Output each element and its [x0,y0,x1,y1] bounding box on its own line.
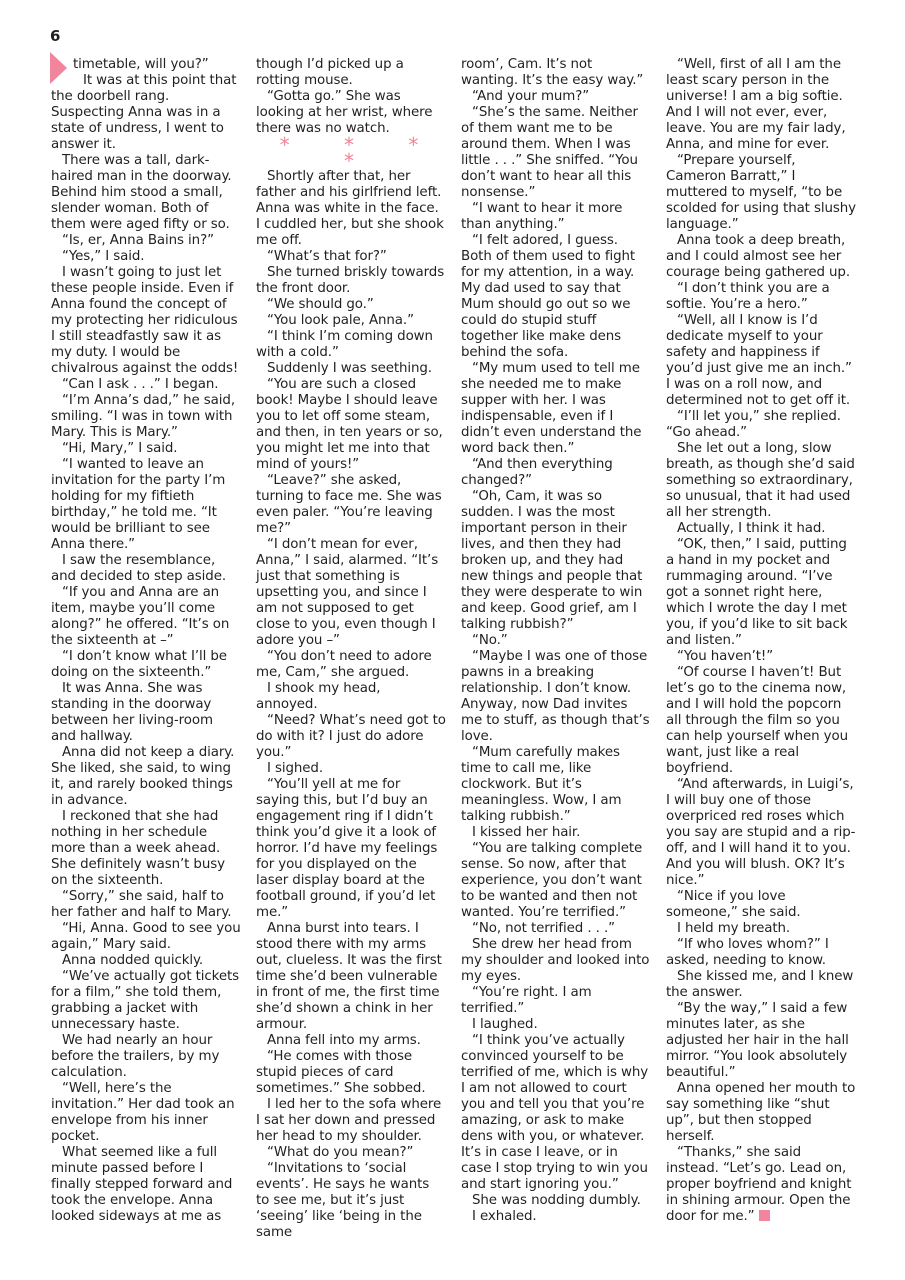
paragraph: “Of course I haven’t! But let’s go to the cinema now, and I will hold the popcorn all through the film so you can help yourself when you want, just like a real boyfriend. [666,665,848,776]
paragraph: “What do you mean?” [267,1145,414,1160]
paragraph: I wasn’t going to just let these people inside. Even if Anna found the concept of my protecting her ridiculous I still steadfastly saw it as my duty. I would be chivalrous against the odds! [51,265,239,376]
paragraph: “I’m Anna’s dad,” he said, smiling. “I was in town with Mary. This is Mary.” [51,393,235,440]
paragraph: “And afterwards, in Luigi’s, I will buy one of those overpriced red roses which you say are stupid and a rip-off, and I will hand it to you. And you will blush. OK? It’s nice.” [666,777,856,888]
paragraph: “I think I’m coming down with a cold.” [256,329,433,360]
paragraph: “By the way,” I said a few minutes later, as she adjusted her hair in the hall mirror. “You look absolutely beautiful.” [666,1001,849,1080]
paragraph: She drew her head from my shoulder and looked into my eyes. [461,937,650,984]
paragraph: She let out a long, slow breath, as though she’d said something so extraordinary, so unusual, that it had used all her strength. [666,441,855,520]
paragraph: “Well, all I know is I’d dedicate myself to your safety and happiness if you’d just give me an inch.” I was on a roll now, and determined not to get off it. [666,313,852,408]
paragraph: “We’ve actually got tickets for a film,” she told them, grabbing a jacket with unnecessary haste. [51,969,240,1032]
paragraph: though I’d picked up a rotting mouse. [256,57,404,88]
paragraph: I kissed her hair. [472,825,581,840]
paragraph: She kissed me, and I knew the answer. [666,969,854,1000]
paragraph: “She’s the same. Neither of them want me to be around them. When I was little . . .” She sniffed. “You don’t want to hear all this nonsense.” [461,105,638,200]
paragraph: Shortly after that, her father and his girlfriend left. Anna was white in the face. I cuddled her, but she shook me off. [256,169,444,248]
paragraph: “If who loves whom?” I asked, needing to know. [666,937,829,968]
text-column-3 [461,57,651,1225]
paragraph: “Is, er, Anna Bains in?” [62,233,214,248]
paragraph: “I don’t mean for ever, Anna,” I said, alarmed. “It’s just that something is upsetting you, and since I am not supposed to get close to you, even though I adore you –” [256,537,439,648]
paragraph: Anna nodded quickly. [62,953,204,968]
paragraph: Anna took a deep breath, and I could almost see her courage being gathered up. [666,233,850,280]
paragraph: “I’ll let you,” she replied. “Go ahead.” [666,409,841,440]
paragraph: “Can I ask . . .” I began. [62,377,219,392]
paragraph: I saw the resemblance, and decided to step aside. [51,553,226,584]
paragraph: “Invitations to ‘social events’. He says he wants to see me, but it’s just ‘seeing’ like ‘being in the same [256,1161,430,1240]
paragraph: We had nearly an hour before the trailers, by my calculation. [51,1033,220,1080]
end-mark-icon [759,1210,770,1221]
paragraph: “I wanted to leave an invitation for the party I’m holding for my fiftieth birthday,” he told me. “It would be brilliant to see Anna there.” [51,457,226,552]
paragraph: I sighed. [267,761,323,776]
paragraph: “OK, then,” I said, putting a hand in my pocket and rummaging around. “I’ve got a sonnet right here, which I wrote the day I met you, if you’d like to sit back and listen.” [666,537,848,648]
paragraph: “You’ll yell at me for saying this, but I’d buy an engagement ring if I didn’t think you’d give it a look of horror. I’d have my feelings for you displayed on the laser display board at the football ground, if you’d let me.” [256,777,438,920]
paragraph: “Mum carefully makes time to call me, like clockwork. But it’s meaningless. Wow, I am talking rubbish.” [461,745,622,824]
text-column-2 [256,57,446,1241]
paragraph: “Gotta go.” She was looking at her wrist, where there was no watch. [256,89,433,136]
paragraph: timetable, will you?” [73,57,209,72]
paragraph: “Leave?” she asked, turning to face me. She was even paler. “You’re leaving me?” [256,473,442,536]
paragraph: “Oh, Cam, it was so sudden. I was the most important person in their lives, and then they had broken up, and they had new things and people that they were desperate to win and keep. Good grief, am I talking rubbish?” [461,489,643,632]
text-column-1 [51,57,241,1225]
paragraph: the doorbell rang. Suspecting Anna was in a state of undress, I went to answer it. [51,89,224,152]
paragraph: She was nodding dumbly. [472,1193,641,1208]
paragraph: “Maybe I was one of those pawns in a breaking relationship. I don’t know. Anyway, now Dad invites me to stuff, as though that’s love. [461,649,650,744]
paragraph: “No.” [472,633,508,648]
text-column-4 [666,57,856,1225]
paragraph: Anna fell into my arms. [267,1033,421,1048]
paragraph: “You don’t need to adore me, Cam,” she argued. [256,649,432,680]
paragraph: “What’s that for?” [267,249,387,264]
paragraph: “You look pale, Anna.” [267,313,414,328]
paragraph: “Sorry,” she said, half to her father and half to Mary. [51,889,232,920]
paragraph: I held my breath. [677,921,791,936]
paragraph: “Hi, Anna. Good to see you again,” Mary said. [51,921,241,952]
paragraph: Anna burst into tears. I stood there with my arms out, clueless. It was the first time she’d been vulnerable in front of me, the first time she’d shown a chink in her armour. [256,921,442,1032]
paragraph: I shook my head, annoyed. [256,681,381,712]
paragraph: I exhaled. [472,1209,537,1224]
paragraph: “Well, here’s the invitation.” Her dad took an envelope from his inner pocket. [51,1081,235,1144]
paragraph: “You’re right. I am terrified.” [461,985,592,1016]
paragraph: Anna did not keep a diary. She liked, she said, to wing it, and rarely booked things in advance. [51,745,235,808]
paragraph: I led her to the sofa where I sat her down and pressed her head to my shoulder. [256,1097,442,1144]
paragraph: “You haven’t!” [677,649,774,664]
paragraph: “I don’t know what I’ll be doing on the sixteenth.” [51,649,227,680]
paragraph: “I felt adored, I guess. Both of them used to fight for my attention, in a way. My dad used to say that Mum should go out so we could do stupid stuff together like make dens behind the sofa. [461,233,636,360]
paragraph: “Prepare yourself, Cameron Barratt,” I muttered to myself, “to be scolded for using that slushy language.” [666,153,856,232]
paragraph: “We should go.” [267,297,374,312]
page-number: 6 [50,27,61,45]
paragraph: Actually, I think it had. [677,521,826,536]
paragraph: “My mum used to tell me she needed me to make supper with her. I was indispensable, even if I didn’t even understand the word back then.” [461,361,642,456]
paragraph: “You are such a closed book! Maybe I should leave you to let off some steam, and then, in ten years or so, you might let me into that mind of yours!” [256,377,443,472]
paragraph: “He comes with those stupid pieces of card sometimes.” She sobbed. [256,1049,426,1096]
paragraph: Suddenly I was seething. [267,361,432,376]
paragraph: “You are talking complete sense. So now, after that experience, you don’t want to be wanted and then not wanted. You’re terrified.” [461,841,643,920]
last-paragraph [666,1145,856,1225]
paragraph: It was Anna. She was standing in the doorway between her living-room and hallway. [51,681,213,744]
paragraph: “I want to hear it more than anything.” [461,201,623,232]
section-divider: * * * * [279,133,443,173]
paragraph: “Need? What’s need got to do with it? I just do adore you.” [256,713,446,760]
paragraph: There was a tall, dark-haired man in the doorway. Behind him stood a small, slender woman. Both of them were aged fifty or so. [51,153,232,232]
paragraph: “And then everything changed?” [461,457,613,488]
paragraph: “And your mum?” [472,89,590,104]
paragraph: I reckoned that she had nothing in her schedule more than a week ahead. She definitely wasn’t busy on the sixteenth. [51,809,225,888]
paragraph: “Yes,” I said. [62,249,145,264]
paragraph: “Nice if you love someone,” she said. [666,889,801,920]
paragraph: “I don’t think you are a softie. You’re a hero.” [666,281,830,312]
paragraph: She turned briskly towards the front door. [256,265,445,296]
paragraph: “Hi, Mary,” I said. [62,441,178,456]
paragraph: It was at this point that [83,73,237,88]
paragraph: “If you and Anna are an item, maybe you’ll come along?” he offered. “It’s on the sixteenth at –” [51,585,230,648]
paragraph: “No, not terrified . . .” [472,921,615,936]
paragraph-text: “Thanks,” she said instead. “Let’s go. Lead on, proper boyfriend and knight in shining armour. Open the door for me.” [666,1145,852,1224]
paragraph: “I think you’ve actually convinced yourself to be terrified of me, which is why I am not allowed to court you and tell you that you’re amazing, or ask to make dens with you, or whatever. It’s in case I leave, or in case I stop trying to win you and start ignoring you.” [461,1033,649,1192]
paragraph: room’, Cam. It’s not wanting. It’s the easy way.” [461,57,644,88]
paragraph: “Well, first of all I am the least scary person in the universe! I am a big softie. And I will not ever, ever, leave. You are my fair lady, Anna, and mine for ever. [666,57,846,152]
paragraph: Anna opened her mouth to say something like “shut up”, but then stopped herself. [666,1081,856,1144]
paragraph: I laughed. [472,1017,538,1032]
paragraph: What seemed like a full minute passed before I finally stepped forward and took the envelope. Anna looked sideways at me as [51,1145,233,1224]
